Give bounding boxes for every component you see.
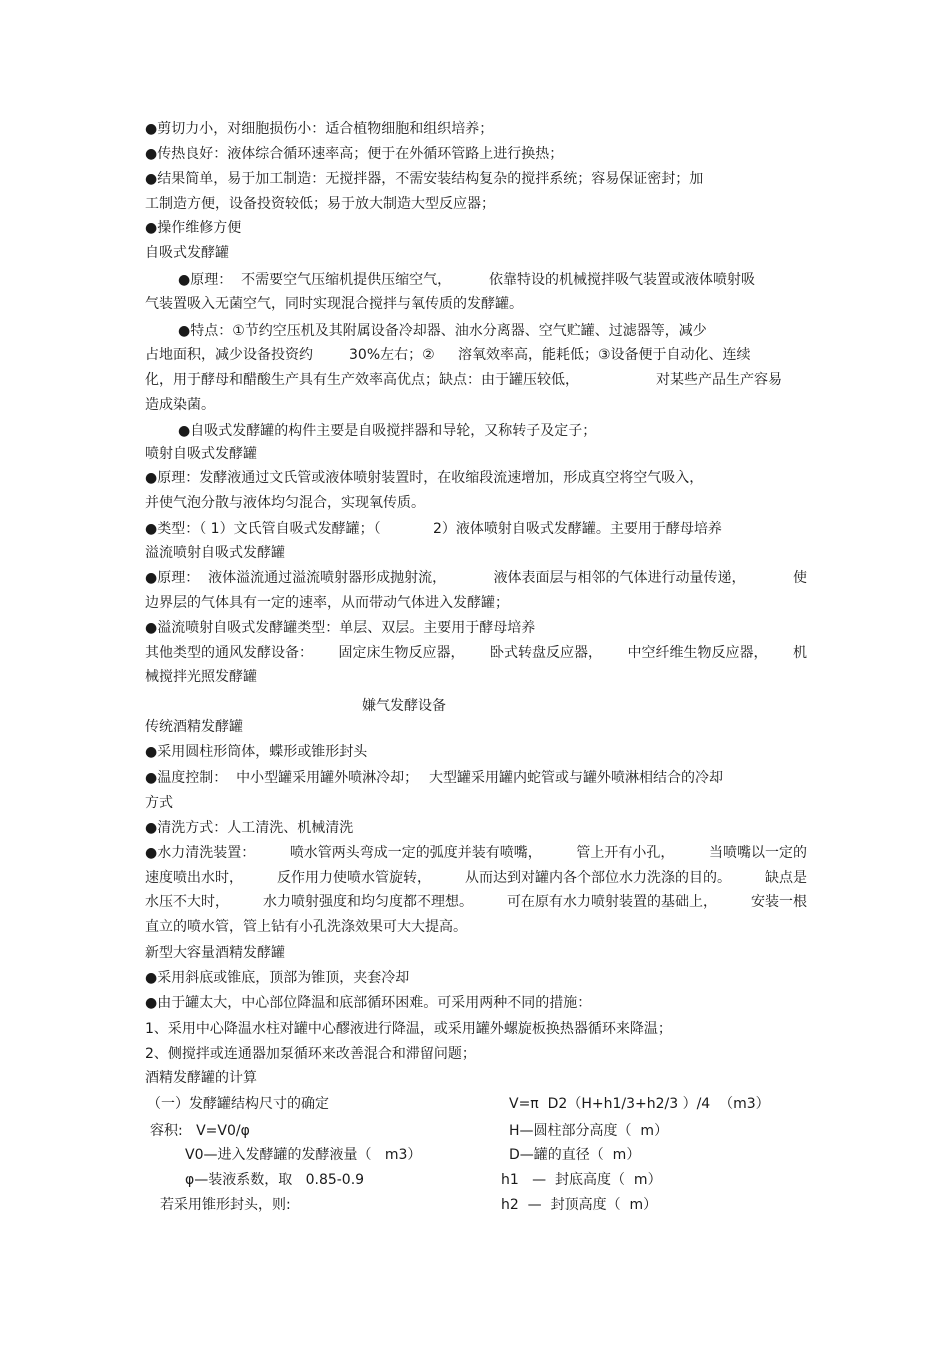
text-line: ●传热良好：液体综合循环速率高；便于在外循环管路上进行换热； — [145, 146, 564, 162]
text-line: 若采用锥形封头，则: — [160, 1197, 291, 1213]
section-heading: 溢流喷射自吸式发酵罐 — [145, 545, 285, 561]
section-heading: 自吸式发酵罐 — [145, 245, 229, 261]
text-line: 气装置吸入无菌空气，同时实现混合搅拌与氧传质的发酵罐。 — [145, 296, 523, 312]
text-line: 1、采用中心降温水柱对罐中心醪液进行降温，或采用罐外螺旋板换热器循环来降温； — [145, 1021, 672, 1037]
text-line: ●采用圆柱形筒体，蝶形或锥形封头 — [145, 744, 368, 760]
text-line: 械搅拌光照发酵罐 — [145, 669, 257, 685]
centered-heading: 嫌气发酵设备 — [362, 698, 446, 714]
text-line: ●清洗方式：人工清洗、机械清洗 — [145, 820, 354, 836]
text-line: 占地面积，减少设备投资约 — [145, 347, 313, 363]
section-heading: 传统酒精发酵罐 — [145, 719, 243, 735]
text-line: ●特点：①节约空压机及其附属设备冷却器、油水分离器、空气贮罐、过滤器等，减少 — [178, 323, 707, 339]
text-line: ●剪切力小，对细胞损伤小：适合植物细胞和组织培养； — [145, 121, 494, 137]
text-line: ●自吸式发酵罐的构件主要是自吸搅拌器和导轮，又称转子及定子； — [178, 423, 597, 439]
text-line: 对某些产品生产容易 — [656, 372, 782, 388]
text-line: ●水力清洗装置： 喷水管两头弯成一定的弧度并装有喷嘴， 管上开有小孔， 当喷嘴以一定的 — [145, 845, 807, 861]
text-line: 依靠特设的机械搅拌吸气装置或液体喷射吸 — [489, 272, 755, 288]
section-heading: 酒精发酵罐的计算 — [145, 1070, 257, 1086]
text-line: ●结果简单，易于加工制造：无搅拌器，不需安装结构复杂的搅拌系统；容易保证密封；加 — [145, 171, 704, 187]
text-line: 其他类型的通风发酵设备： 固定床生物反应器， 卧式转盘反应器， 中空纤维生物反应器， 机 — [145, 645, 807, 661]
text-line: 2）液体喷射自吸式发酵罐。主要用于酵母培养 — [433, 521, 722, 537]
text-line: ●温度控制： 中小型罐采用罐外喷淋冷却； — [145, 770, 419, 786]
text-line: 直立的喷水管，管上钻有小孔洗涤效果可大大提高。 — [145, 919, 467, 935]
text-line: 速度喷出水时， 反作用力使喷水管旋转， 从而达到对罐内各个部位水力洗涤的目的。 缺点是 — [145, 870, 807, 886]
text-line: ●采用斜底或锥底，顶部为锥顶，夹套冷却 — [145, 970, 410, 986]
text-line: 化，用于酵母和醋酸生产具有生产效率高优点；缺点：由于罐压较低， — [145, 372, 579, 388]
section-heading: 喷射自吸式发酵罐 — [145, 446, 257, 462]
text-line: h1 — 封底高度（ m） — [501, 1172, 662, 1188]
text-line: 2、侧搅拌或连通器加泵循环来改善混合和滞留问题； — [145, 1046, 476, 1062]
text-line: D—罐的直径（ m） — [509, 1147, 641, 1163]
text-line: ●类型：（ 1）文氏管自吸式发酵罐；（ — [145, 521, 381, 537]
text-line: 水压不大时， 水力喷射强度和均匀度都不理想。 可在原有水力喷射装置的基础上， 安装一根 — [145, 894, 807, 910]
text-line: ●操作维修方便 — [145, 220, 242, 236]
text-line: 工制造方便，设备投资较低；易于放大制造大型反应器； — [145, 196, 495, 212]
text-line: （一）发酵罐结构尺寸的确定 — [147, 1096, 329, 1112]
text-line: 方式 — [145, 795, 173, 811]
text-line: 溶氧效率高，能耗低；③设备便于自动化、连续 — [458, 347, 751, 363]
text-line: 边界层的气体具有一定的速率，从而带动气体进入发酵罐； — [145, 595, 509, 611]
text-line: 造成染菌。 — [145, 397, 215, 413]
text-line: φ—装液系数，取 0.85-0.9 — [185, 1172, 365, 1188]
text-line: 30%左右；② — [349, 347, 435, 363]
text-line: V0—进入发酵罐的发酵液量（ m3） — [185, 1147, 422, 1163]
text-line: 大型罐采用罐内蛇管或与罐外喷淋相结合的冷却 — [429, 770, 723, 786]
text-line: h2 — 封顶高度（ m） — [501, 1197, 658, 1213]
text-line: ●原理：发酵液通过文氏管或液体喷射装置时，在收缩段流速增加，形成真空将空气吸入， — [145, 470, 704, 486]
text-line: ●由于罐太大，中心部位降温和底部循环困难。可采用两种不同的措施： — [145, 995, 592, 1011]
text-line: H—圆柱部分高度（ m） — [509, 1123, 669, 1139]
text-line: ●原理： 不需要空气压缩机提供压缩空气， — [178, 272, 452, 288]
section-heading: 新型大容量酒精发酵罐 — [145, 945, 285, 961]
text-line: ●溢流喷射自吸式发酵罐类型：单层、双层。主要用于酵母培养 — [145, 620, 536, 636]
text-line: 并使气泡分散与液体均匀混合，实现氧传质。 — [145, 495, 425, 511]
text-line: ●原理： 液体溢流通过溢流喷射器形成抛射流， 液体表面层与相邻的气体进行动量传递， 使 — [145, 570, 807, 586]
formula-line: V=π D2（H+h1/3+h2/3 ）/4 （m3） — [509, 1096, 770, 1112]
formula-line: 容积: V=V0/φ — [150, 1123, 250, 1139]
